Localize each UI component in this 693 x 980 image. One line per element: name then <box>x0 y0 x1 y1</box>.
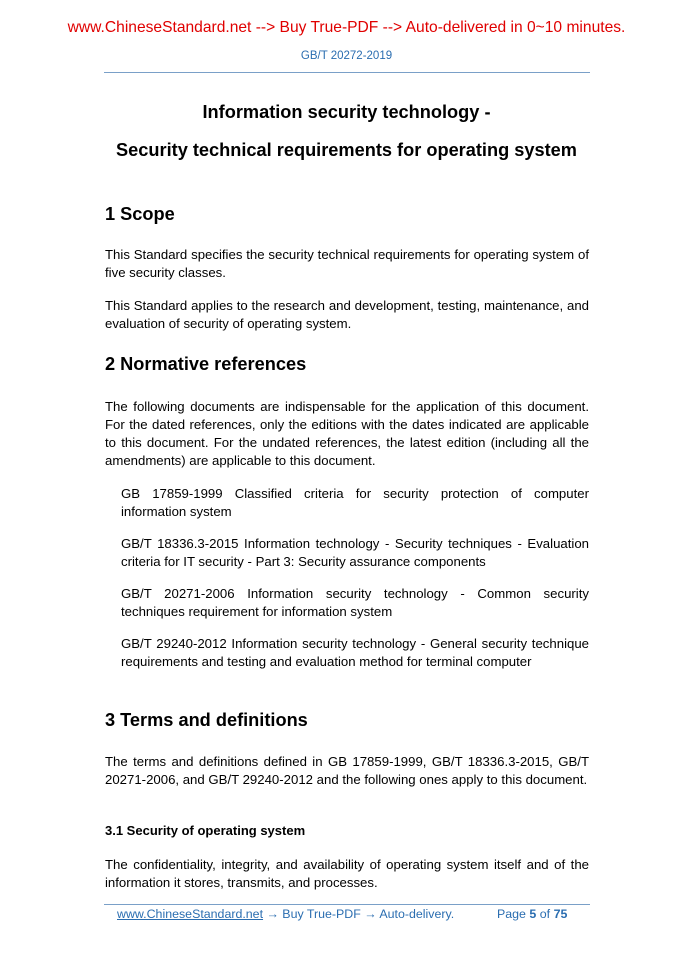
definition-paragraph: The confidentiality, integrity, and availability of operating system itself and of the information it stores, transmits, and processes. <box>105 857 589 890</box>
terms-intro-paragraph: The terms and definitions defined in GB 17859-1999, GB/T 18336.3-2015, GB/T 20271-2006, and GB/T 29240-2012 and the following ones apply to this document. <box>105 754 589 787</box>
scope-paragraph-1: This Standard specifies the security technical requirements for operating system of five security classes. <box>105 247 589 280</box>
promo-banner[interactable]: www.ChineseStandard.net --> Buy True-PDF --> Auto-delivered in 0~10 minutes. <box>67 19 626 36</box>
standard-code-header: GB/T 20272-2019 <box>300 50 393 62</box>
current-page-number: 5 <box>529 907 537 921</box>
footer-site-link[interactable]: www.ChineseStandard.net <box>117 907 264 921</box>
page-of-label: of <box>539 907 551 921</box>
total-pages-number: 75 <box>553 907 568 921</box>
footer-link-line <box>117 907 454 921</box>
normative-intro-paragraph: The following documents are indispensable for the application of this document. For the dated references, only the editions with the dates indicated are applicable to this document. For the undated references, the latest edition (including all the amendments) are applicable to this document. <box>105 399 589 468</box>
page-label: Page <box>497 907 526 921</box>
footer-delivery-text: → Buy True-PDF → Auto-delivery. <box>263 907 455 921</box>
footer-divider <box>104 904 590 905</box>
section-heading-normative-references: 2 Normative references <box>105 354 307 374</box>
document-title-line-2: Security technical requirements for operating system <box>116 140 577 160</box>
reference-item: GB/T 18336.3-2015 Information technology - Security techniques - Evaluation criteria for IT security - Part 3: Security assurance components <box>121 536 589 569</box>
section-heading-terms: 3 Terms and definitions <box>105 710 308 730</box>
reference-item: GB/T 20271-2006 Information security technology - Common security techniques requirement for information system <box>121 586 589 619</box>
page-indicator <box>497 907 567 921</box>
section-heading-scope: 1 Scope <box>105 204 175 224</box>
header-divider <box>104 72 590 73</box>
subsection-heading-3-1: 3.1 Security of operating system <box>105 823 306 838</box>
reference-item: GB 17859-1999 Classified criteria for security protection of computer information system <box>121 486 589 519</box>
document-title-line-1: Information security technology - <box>202 102 491 122</box>
scope-paragraph-2: This Standard applies to the research and development, testing, maintenance, and evaluation of security of operating system. <box>105 298 589 331</box>
reference-item: GB/T 29240-2012 Information security technology - General security technique requirements and testing and evaluation method for terminal computer <box>121 636 589 669</box>
